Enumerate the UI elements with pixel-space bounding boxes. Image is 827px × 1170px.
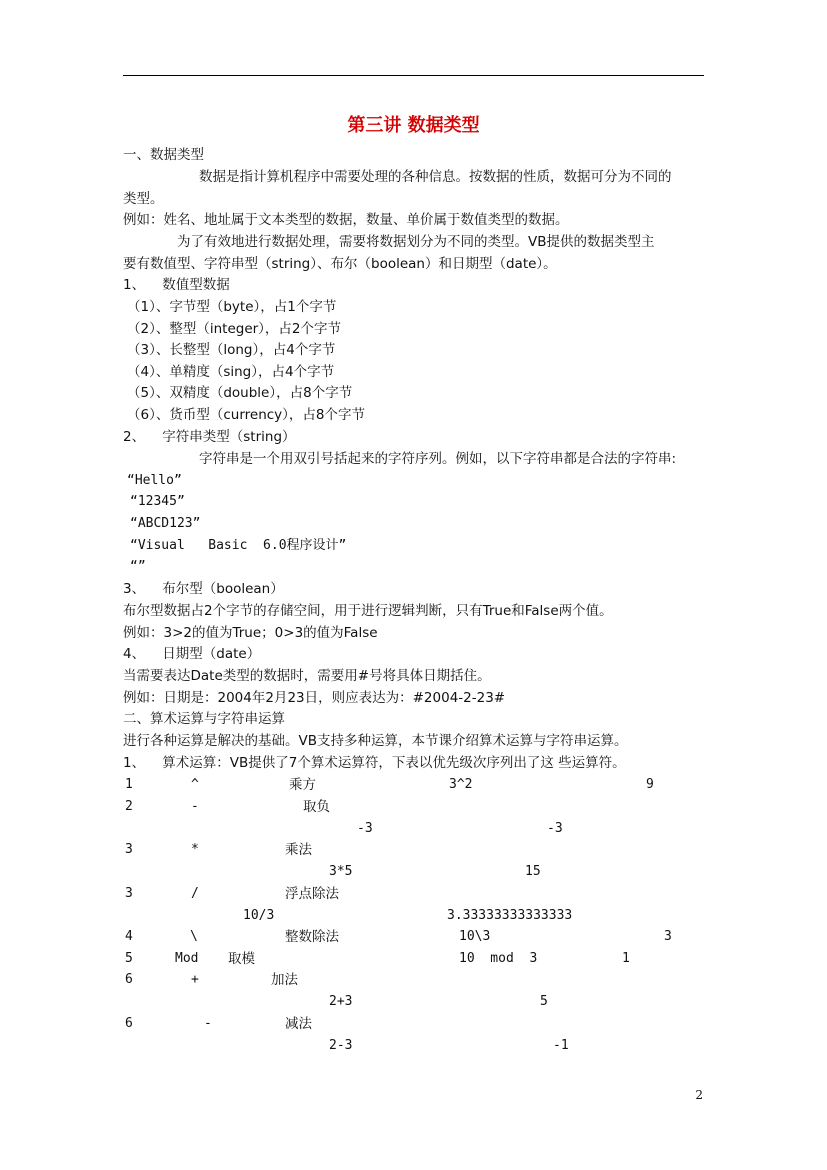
operator-expression: -3 <box>357 821 373 836</box>
string-example: “12345” <box>130 494 185 509</box>
operator-result: 1 <box>622 951 630 966</box>
paragraph: 要有数值型、字符串型（string）、布尔（boolean）和日期型（date）。 <box>123 256 557 272</box>
operator-expression: 3*5 <box>329 864 353 879</box>
operator-result: -3 <box>547 821 563 836</box>
operator-name: 取模 <box>228 951 255 967</box>
operator-name: 加法 <box>271 972 298 988</box>
section-heading: 一、数据类型 <box>123 147 204 163</box>
operator-name: 浮点除法 <box>285 886 339 902</box>
operator-number: 6 <box>125 1016 133 1031</box>
operator-name: 乘方 <box>289 777 316 793</box>
paragraph: 例如：3>2的值为True；0>3的值为False <box>123 625 378 641</box>
operator-number: 3 <box>125 842 133 857</box>
operator-number: 3 <box>125 886 133 901</box>
operator-name: 减法 <box>285 1016 312 1032</box>
operator-symbol: * <box>191 842 199 857</box>
operator-expression: 3^2 <box>449 777 473 792</box>
list-item: （2）、整型（integer），占2个字节 <box>127 321 342 337</box>
section-heading: 二、算术运算与字符串运算 <box>123 711 285 727</box>
list-item: （3）、长整型（long），占4个字节 <box>127 342 336 358</box>
operator-result: -1 <box>553 1038 569 1053</box>
operator-expression: 10 mod 3 <box>459 951 538 966</box>
operator-expression: 2-3 <box>329 1038 353 1053</box>
paragraph: 为了有效地进行数据处理，需要将数据划分为不同的类型。VB提供的数据类型主 <box>177 234 655 250</box>
operator-symbol: / <box>191 886 199 901</box>
subsection-heading: 2、 字符串类型（string） <box>123 429 296 445</box>
operator-name: 整数除法 <box>285 929 339 945</box>
page-number: 2 <box>695 1088 703 1102</box>
subsection-heading: 3、 布尔型（boolean） <box>123 581 284 597</box>
paragraph: 字符串是一个用双引号括起来的字符序列。例如，以下字符串都是合法的字符串: <box>199 451 677 467</box>
operator-name: 乘法 <box>285 842 312 858</box>
operator-symbol: ^ <box>191 777 199 792</box>
string-example: “ABCD123” <box>130 516 201 531</box>
string-example: “” <box>130 559 146 574</box>
operator-result: 3.33333333333333 <box>447 908 573 923</box>
string-example: “Visual Basic 6.0程序设计” <box>130 538 347 553</box>
paragraph: 类型。 <box>123 191 164 207</box>
paragraph: 进行各种运算是解决的基础。VB支持多种运算，本节课介绍算术运算与字符串运算。 <box>123 733 628 749</box>
operator-result: 9 <box>646 777 654 792</box>
paragraph: 例如：姓名、地址属于文本类型的数据，数量、单价属于数值类型的数据。 <box>123 212 569 228</box>
list-item: （1）、字节型（byte），占1个字节 <box>127 299 337 315</box>
operator-symbol: + <box>191 972 199 987</box>
operator-number: 6 <box>125 972 133 987</box>
operator-result: 3 <box>664 929 672 944</box>
paragraph: 1、 算术运算：VB提供了7个算术运算符，下表以优先级次序列出了这 些运算符。 <box>123 755 626 771</box>
paragraph: 例如：日期是：2004年2月23日，则应表达为：#2004-2-23# <box>123 690 506 706</box>
paragraph: 当需要表达Date类型的数据时，需要用#号将具体日期括住。 <box>123 668 491 684</box>
paragraph: 布尔型数据占2个字节的存储空间，用于进行逻辑判断，只有True和False两个值。 <box>123 603 613 619</box>
operator-result: 15 <box>525 864 541 879</box>
list-item: （4）、单精度（sing），占4个字节 <box>127 364 335 380</box>
operator-symbol: Mod <box>175 951 199 966</box>
operator-expression: 10/3 <box>243 908 275 923</box>
string-example: “Hello” <box>127 473 182 488</box>
operator-number: 2 <box>125 799 133 814</box>
operator-symbol: - <box>191 799 199 814</box>
paragraph: 数据是指计算机程序中需要处理的各种信息。按数据的性质，数据可分为不同的 <box>199 169 672 185</box>
operator-expression: 2+3 <box>329 994 353 1009</box>
operator-number: 5 <box>125 951 133 966</box>
header-rule <box>123 75 704 76</box>
page-title: 第三讲 数据类型 <box>347 115 480 136</box>
operator-result: 5 <box>540 994 548 1009</box>
subsection-heading: 1、 数值型数据 <box>123 277 230 293</box>
operator-number: 4 <box>125 929 133 944</box>
list-item: （6）、货币型（currency），占8个字节 <box>127 407 365 423</box>
operator-number: 1 <box>125 777 133 792</box>
operator-expression: 10\3 <box>459 929 491 944</box>
operator-symbol: - <box>204 1016 212 1031</box>
operator-name: 取负 <box>303 799 330 815</box>
list-item: （5）、双精度（double），占8个字节 <box>127 385 353 401</box>
operator-symbol: \ <box>190 929 198 944</box>
subsection-heading: 4、 日期型（date） <box>123 646 261 662</box>
